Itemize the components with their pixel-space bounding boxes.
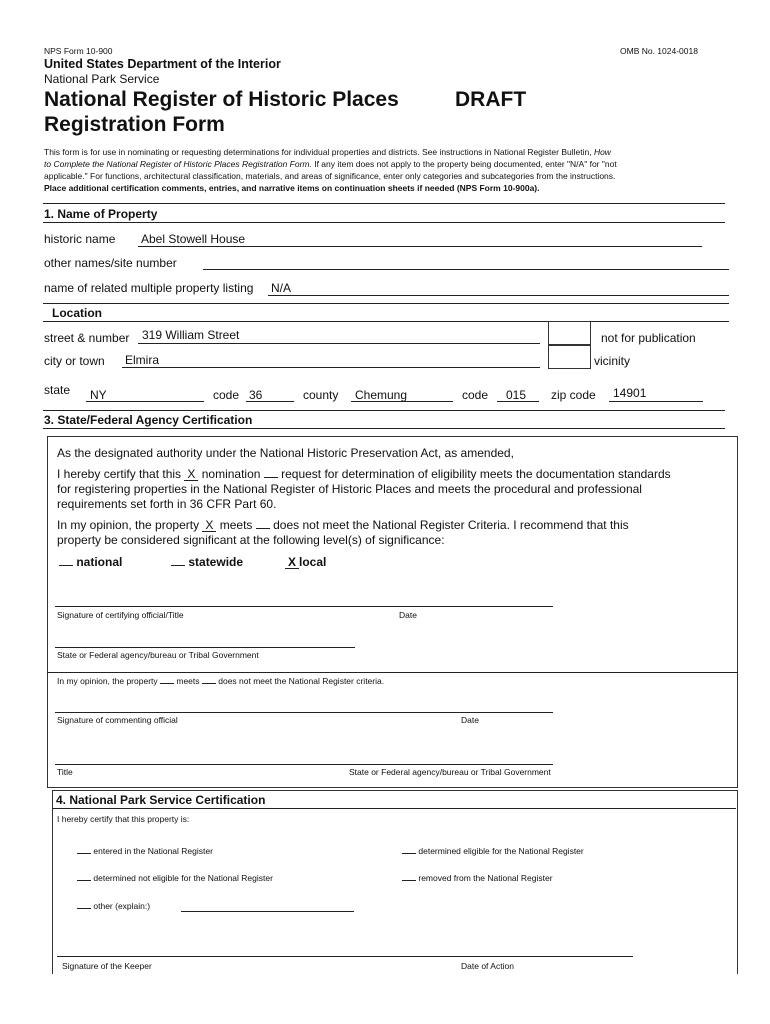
comment-not-meet-check[interactable]: [202, 683, 216, 684]
opt-removed[interactable]: removed from the National Register: [402, 873, 553, 883]
section1-underline: [43, 222, 725, 223]
section4-heading: 4. National Park Service Certification: [56, 793, 266, 807]
form-number: NPS Form 10-900: [44, 46, 113, 56]
agency-name: National Park Service: [44, 72, 160, 86]
instructions-line3: applicable." For functions, architectural classification, materials, and areas of significance, enter only categories and subcategories from the instructions.: [44, 171, 616, 181]
instructions-line1: This form is for use in nominating or requesting determinations for individual properties and districts. See instructions in National Register Bulletin, How: [44, 147, 611, 157]
state-code-label: code: [213, 388, 240, 402]
not-for-publication-checkbox[interactable]: [548, 321, 591, 345]
certify-statement: I hereby certify that this X nomination request for determination of eligibility meets the documentation standards: [57, 467, 671, 481]
zip-line: [609, 401, 703, 402]
other-explain-line: [181, 911, 354, 912]
opt-not-eligible[interactable]: determined not eligible for the National Register: [77, 873, 273, 883]
related-listing-field[interactable]: N/A: [271, 281, 292, 295]
instructions-line4: Place additional certification comments, entries, and narrative items on continuation sheets if needed (NPS Form 10-900a).: [44, 183, 540, 193]
other-check[interactable]: [77, 908, 91, 909]
title-line: [55, 764, 553, 765]
county-code-line: [497, 401, 539, 402]
section3-underline: [43, 428, 725, 429]
section2-heading: Location: [52, 306, 102, 320]
historic-name-label: historic name: [44, 232, 116, 246]
draft-label: DRAFT: [455, 88, 527, 111]
opt-other[interactable]: other (explain:): [77, 901, 150, 911]
not-eligible-check[interactable]: [77, 880, 91, 881]
historic-name-line: [138, 246, 702, 247]
form-title-line2: Registration Form: [44, 113, 225, 136]
related-listing-label: name of related multiple property listing: [44, 281, 254, 295]
nomination-check[interactable]: X: [184, 469, 198, 481]
opinion-statement: In my opinion, the property X meets does not meet the National Register Criteria. I recommend that this: [57, 518, 629, 532]
sig-keeper-label: Signature of the Keeper: [62, 961, 152, 971]
opt-entered[interactable]: entered in the National Register: [77, 846, 213, 856]
meets-check[interactable]: X: [202, 520, 216, 532]
opinion-statement-line2: property be considered significant at the following level(s) of significance:: [57, 533, 445, 547]
section4-intro: I hereby certify that this property is:: [57, 814, 190, 824]
historic-name-field[interactable]: Abel Stowell House: [141, 232, 246, 246]
entered-check[interactable]: [77, 853, 91, 854]
department-name: United States Department of the Interior: [44, 57, 281, 71]
sig-certifying-label: Signature of certifying official/Title: [57, 610, 184, 620]
state-code-field[interactable]: 36: [249, 388, 263, 402]
section2-underline: [43, 321, 729, 322]
city-field[interactable]: Elmira: [125, 353, 160, 367]
section1-heading: 1. Name of Property: [44, 207, 158, 221]
title-label: Title: [57, 767, 73, 777]
section4-underline: [52, 808, 736, 809]
county-code-label: code: [462, 388, 489, 402]
state-line: [86, 401, 204, 402]
vicinity-label: vicinity: [594, 354, 631, 368]
county-label: county: [303, 388, 339, 402]
agency2-label: State or Federal agency/bureau or Tribal Government: [349, 767, 551, 777]
removed-check[interactable]: [402, 880, 416, 881]
date-action-label: Date of Action: [461, 961, 514, 971]
agency1-line: [55, 647, 355, 648]
state-label: state: [44, 383, 71, 397]
street-line: [138, 343, 540, 344]
eligible-check[interactable]: [402, 853, 416, 854]
level-national[interactable]: national: [59, 555, 122, 569]
zip-field[interactable]: 14901: [613, 386, 647, 400]
authority-statement: As the designated authority under the National Historic Preservation Act, as amended,: [57, 446, 514, 460]
date1-label: Date: [399, 610, 417, 620]
certification-box-divider: [47, 672, 738, 673]
level-local[interactable]: X local: [285, 555, 326, 569]
county-field[interactable]: Chemung: [355, 388, 408, 402]
related-listing-line: [268, 295, 729, 296]
city-label: city or town: [44, 354, 105, 368]
other-names-line: [203, 269, 729, 270]
section2-divider: [43, 303, 729, 304]
date2-label: Date: [461, 715, 479, 725]
opt-eligible[interactable]: determined eligible for the National Register: [402, 846, 584, 856]
level-national-check[interactable]: [59, 565, 73, 566]
sig-commenting-line: [55, 712, 553, 713]
request-check[interactable]: [264, 477, 278, 478]
section1-divider: [43, 203, 725, 204]
sig-certifying-line: [55, 606, 553, 607]
omb-number: OMB No. 1024-0018: [620, 46, 698, 56]
street-field[interactable]: 319 William Street: [142, 328, 240, 342]
certify-statement-line3: requirements set forth in 36 CFR Part 60.: [57, 497, 277, 511]
level-local-check[interactable]: X: [285, 557, 299, 569]
level-statewide[interactable]: statewide: [171, 555, 243, 569]
sig-commenting-label: Signature of commenting official: [57, 715, 178, 725]
form-title-line1: National Register of Historic Places: [44, 88, 399, 111]
county-line: [351, 401, 453, 402]
instructions-line2: to Complete the National Register of Historic Places Registration Form. If any item does not apply to the property being documented, enter "N/A" for "not: [44, 159, 617, 169]
level-statewide-check[interactable]: [171, 565, 185, 566]
county-code-field[interactable]: 015: [506, 388, 527, 402]
certify-statement-line2: for registering properties in the National Register of Historic Places and meets the procedural and professional: [57, 482, 642, 496]
commenting-opinion: In my opinion, the property meets does not meet the National Register criteria.: [57, 676, 385, 686]
state-code-line: [246, 401, 294, 402]
agency1-label: State or Federal agency/bureau or Tribal Government: [57, 650, 259, 660]
vicinity-checkbox[interactable]: [548, 345, 591, 369]
section3-divider: [43, 410, 725, 411]
state-field[interactable]: NY: [90, 388, 107, 402]
section3-heading: 3. State/Federal Agency Certification: [44, 413, 253, 427]
comment-meets-check[interactable]: [160, 683, 174, 684]
city-line: [122, 367, 540, 368]
other-names-label: other names/site number: [44, 256, 177, 270]
zip-label: zip code: [551, 388, 596, 402]
street-label: street & number: [44, 331, 130, 345]
sig-keeper-line: [57, 956, 633, 957]
not-for-publication-label: not for publication: [601, 331, 696, 345]
does-not-meet-check[interactable]: [256, 528, 270, 529]
